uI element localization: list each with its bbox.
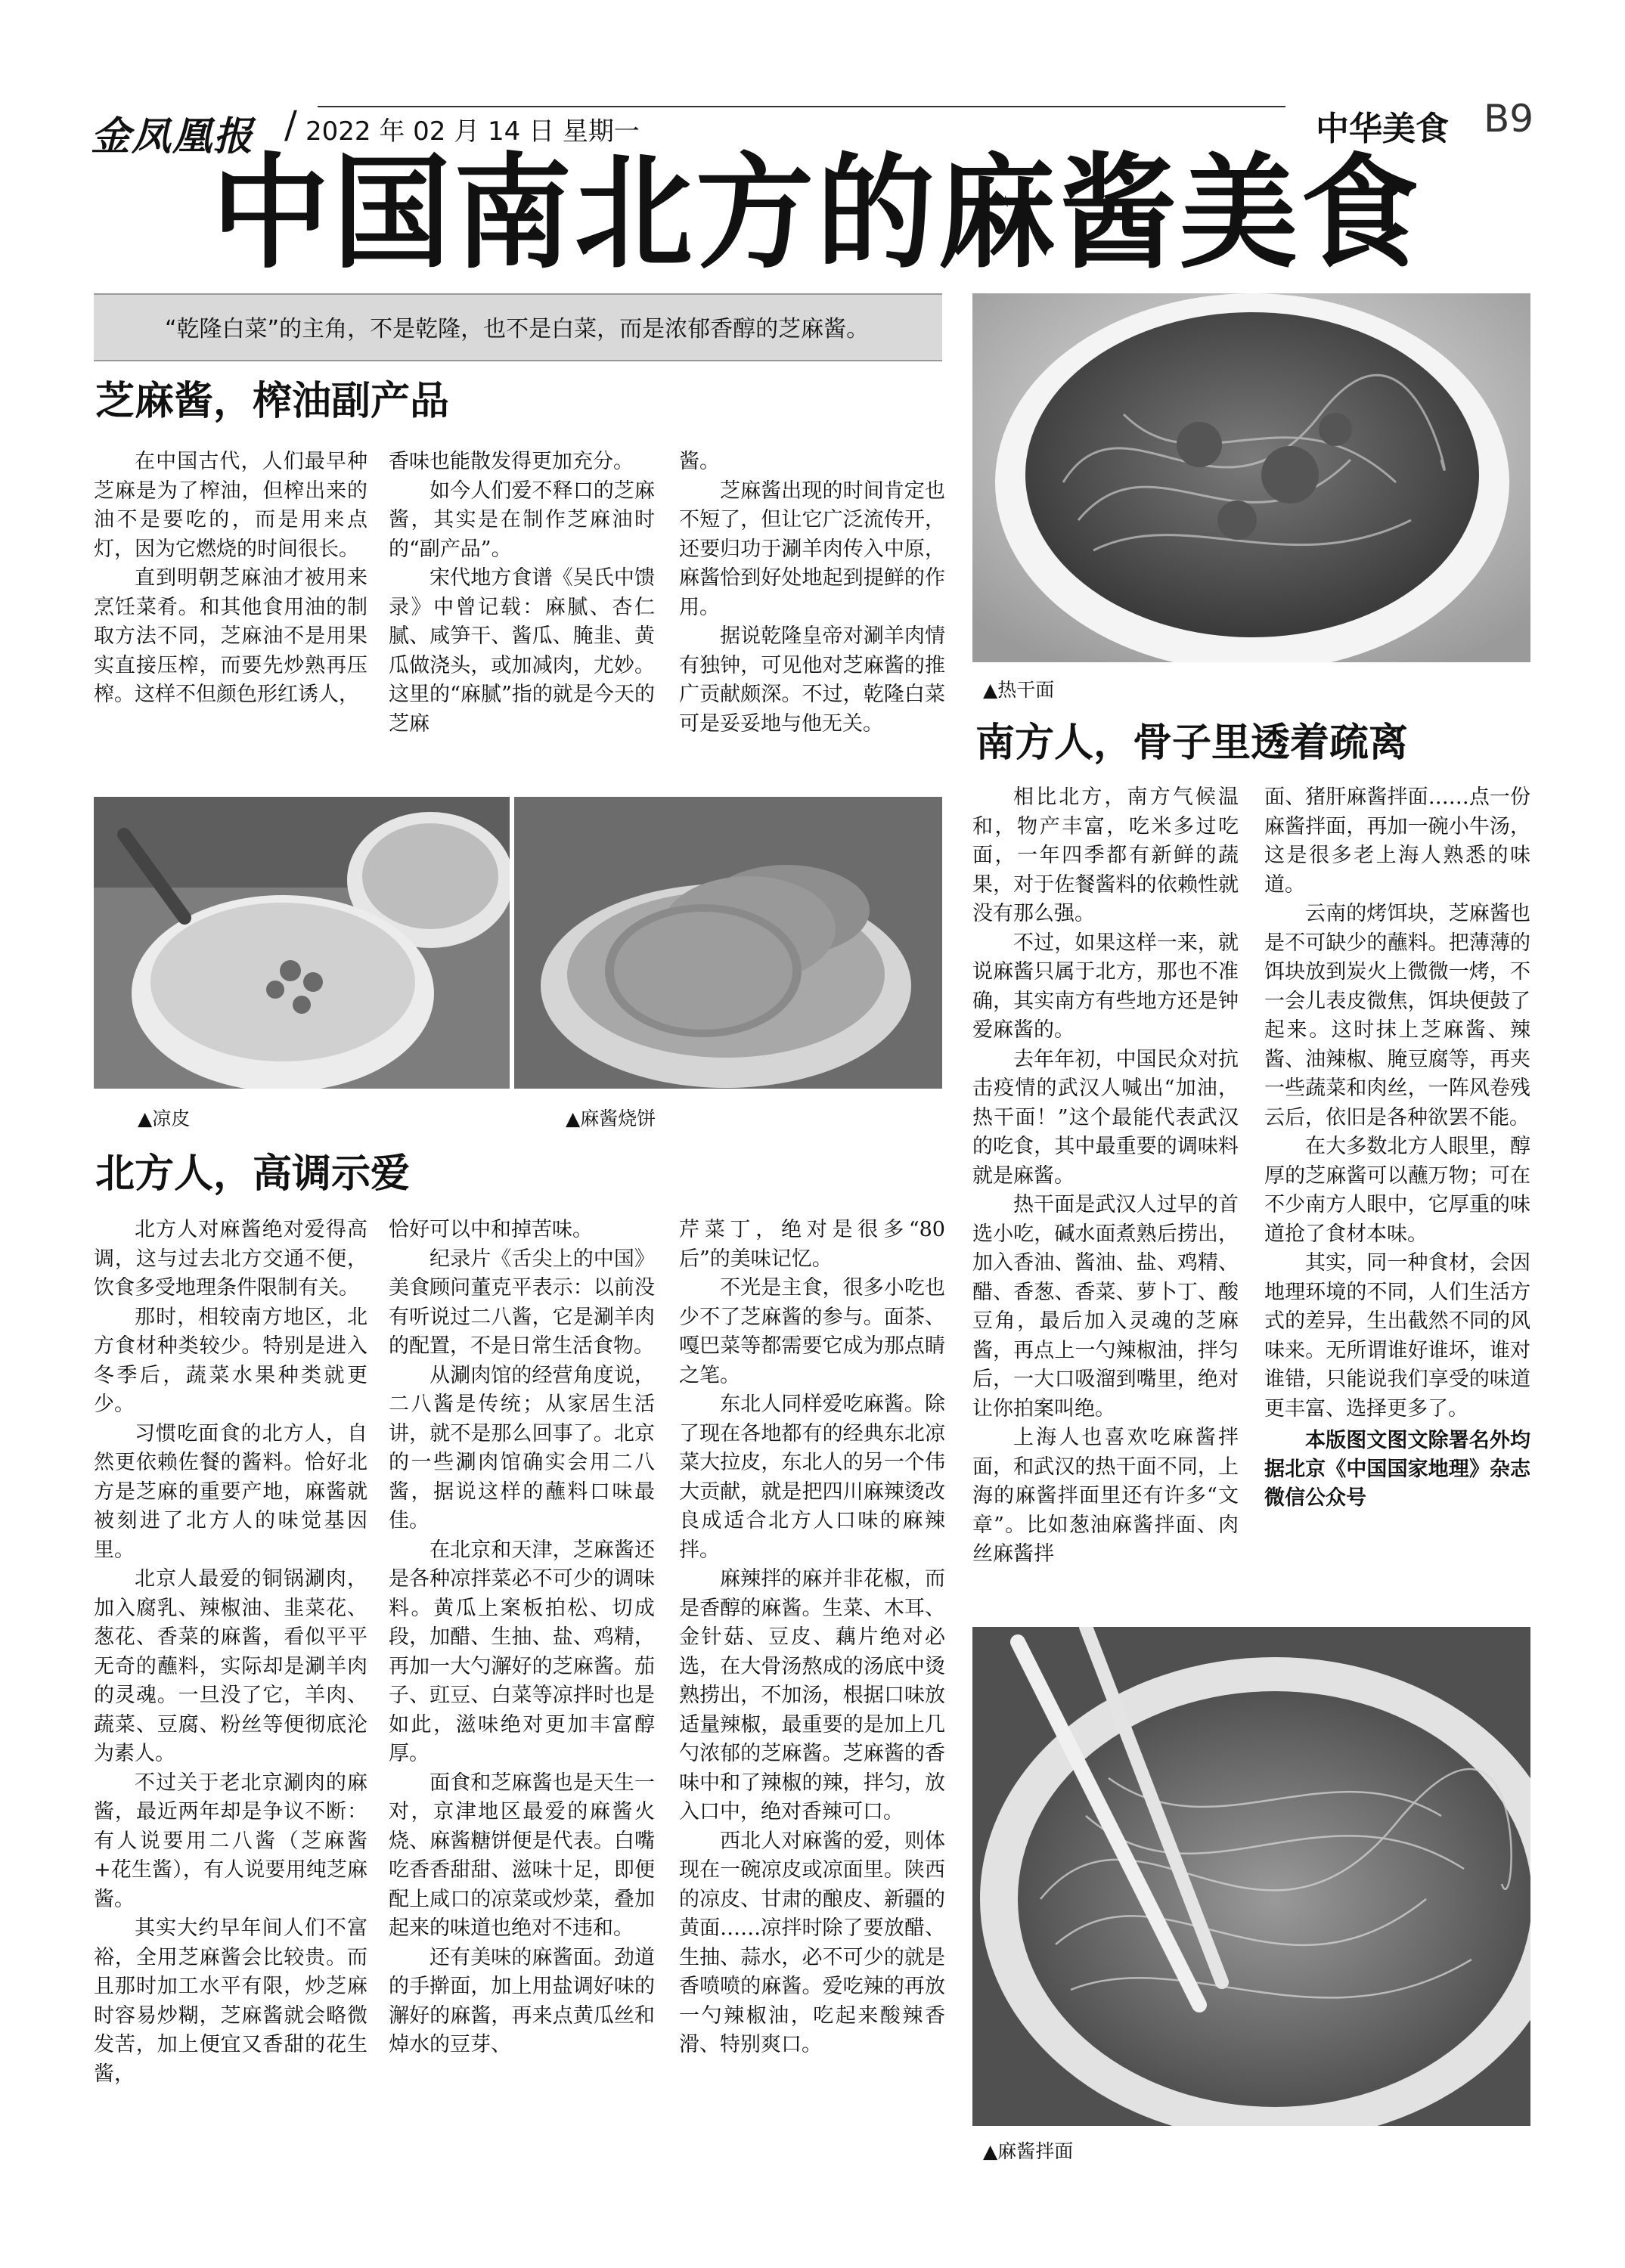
section1-column-3	[679, 448, 945, 739]
paragraph: 不过，如果这样一来，就说麻酱只属于北方，那也不准确，其实南方有些地方还是钟爱麻酱的。	[972, 931, 1239, 1042]
paragraph: 据说乾隆皇帝对涮羊肉情有独钟，可见他对芝麻酱的推广贡献颇深。不过，乾隆白菜可是妥妥地与他无关。	[679, 624, 945, 736]
paragraph: 北京人最爱的铜锅涮肉，加入腐乳、辣椒油、韭菜花、葱花、香菜的麻酱，看似平平无奇的蘸料，实际却是涮羊肉的灵魂。一旦没了它，羊肉、蔬菜、豆腐、粉丝等便彻底沦为素人。	[94, 1567, 367, 1765]
paragraph: 不光是主食，很多小吃也少不了芝麻酱的参与。面茶、嘎巴菜等都需要它成为那点睛之笔。	[679, 1276, 945, 1387]
paragraph: 麻辣拌的麻并非花椒，而是香醇的麻酱。生菜、木耳、金针菇、豆皮、藕片绝对必选，在大骨汤熬成的汤底中烫熟捞出，不加汤，根据口味放适量辣椒，最重要的是加上几勺浓郁的芝麻酱。芝麻酱的香味中和了辣椒的辣，拌匀，放入口中，绝对香辣可口。	[679, 1567, 945, 1823]
paragraph: 西北人对麻酱的爱，则体现在一碗凉皮或凉面里。陕西的凉皮、甘肃的酿皮、新疆的黄面……凉拌时除了要放醋、生抽、蒜水，必不可少的就是香喷喷的麻酱。爱吃辣的再放一勺辣椒油，吃起来酸辣香滑、特别爽口。	[679, 1829, 945, 2056]
paragraph: 在中国古代，人们最早种芝麻是为了榨油，但榨出来的油不是要吃的，而是用来点灯，因为它燃烧的时间很长。	[94, 450, 367, 561]
header-rule	[318, 106, 1285, 107]
paragraph: 北方人对麻酱绝对爱得高调，这与过去北方交通不便，饮食多受地理条件限制有关。	[94, 1218, 367, 1300]
photo-liangpi	[94, 797, 510, 1089]
header-slash-divider: /	[284, 103, 297, 147]
photo-reganmian	[972, 293, 1530, 662]
paragraph: 在北京和天津，芝麻酱还是各种凉拌菜必不可少的调味料。黄瓜上案板拍松、切成段，加醋、生抽、盐、鸡精，再加一大勺澥好的芝麻酱。茄子、豇豆、白菜等凉拌时也是如此，滋味绝对更加丰富醇厚。	[389, 1538, 655, 1765]
section2-column-3	[679, 1216, 945, 2060]
paragraph: 那时，相较南方地区，北方食材种类较少。特别是进入冬季后，蔬菜水果种类就更少。	[94, 1305, 367, 1416]
paragraph: 芝麻酱出现的时间肯定也不短了，但让它广泛流传开，还要归功于涮羊肉传入中原，麻酱恰到好处地起到提鲜的作用。	[679, 479, 945, 619]
image-credit: 本版图文图文除署名外均据北京《中国国家地理》杂志微信公众号	[1264, 1429, 1530, 1510]
paragraph: 直到明朝芝麻油才被用来烹饪菜肴。和其他食用油的制取方法不同，芝麻油不是用果实直接压榨，而要先炒熟再压榨。这样不但颜色形红诱人，	[94, 566, 367, 706]
paragraph: 其实大约早年间人们不富裕，全用芝麻酱会比较贵。而且那时加工水平有限，炒芝麻时容易炒糊，芝麻酱就会略微发苦，加上便宜又香甜的花生酱，	[94, 1916, 367, 2086]
caption-reganmian: ▲热干面	[983, 679, 1055, 701]
paragraph: 不过关于老北京涮肉的麻酱，最近两年却是争议不断：有人说要用二八酱（芝麻酱+花生酱），有人说要用纯芝麻酱。	[94, 1771, 367, 1911]
paragraph: 酱。	[679, 450, 720, 473]
paragraph: 相比北方，南方气候温和，物产丰富，吃米多过吃面，一年四季都有新鲜的蔬果，对于佐餐酱料的依赖性就没有那么强。	[972, 785, 1239, 925]
paragraph: 面、猪肝麻酱拌面……点一份麻酱拌面，再加一碗小牛汤，这是很多老上海人熟悉的味道。	[1264, 785, 1530, 897]
section2-heading: 北方人，高调示爱	[95, 1151, 411, 1197]
paragraph: 宋代地方食谱《吴氏中馈录》中曾记载：麻腻、杏仁腻、咸笋干、酱瓜、腌韭、黄瓜做浇头，或加减肉，尤妙。这里的“麻腻”指的就是今天的芝麻	[389, 566, 655, 736]
paragraph: 恰好可以中和掉苦味。	[389, 1218, 593, 1241]
section2-column-2	[389, 1216, 655, 2060]
headline: 中国南北方的麻酱美食	[212, 140, 1422, 286]
caption-shaobing: ▲麻酱烧饼	[566, 1108, 656, 1129]
section3-column-2	[1264, 783, 1530, 1513]
paragraph: 如今人们爱不释口的芝麻酱，其实是在制作芝麻油时的“副产品”。	[389, 479, 655, 561]
paragraph: 芹菜丁，绝对是很多“80后”的美味记忆。	[679, 1218, 945, 1271]
paragraph: 在大多数北方人眼里，醇厚的芝麻酱可以蘸万物；可在不少南方人眼中，它厚重的味道抢了食材本味。	[1264, 1135, 1530, 1246]
section1-column-1	[94, 448, 367, 710]
paragraph: 热干面是武汉人过早的首选小吃，碱水面煮熟后捞出，加入香油、酱油、盐、鸡精、醋、香葱、香菜、萝卜丁、酸豆角，最后加入灵魂的芝麻酱，再点上一勺辣椒油，拌匀后，一大口吸溜到嘴里，绝对让你拍案叫绝。	[972, 1193, 1239, 1421]
page-number: B9	[1484, 97, 1534, 141]
paragraph: 从涮肉馆的经营角度说，二八酱是传统；从家居生活讲，就不是那么回事了。北京的一些涮肉馆确实会用二八酱，据说这样的蘸料口味最佳。	[389, 1363, 655, 1532]
paragraph: 还有美味的麻酱面。劲道的手擀面，加上用盐调好味的澥好的麻酱，再来点黄瓜丝和焯水的豆芽、	[389, 1945, 655, 2056]
caption-banmian: ▲麻酱拌面	[983, 2140, 1074, 2162]
photo-shaobing	[514, 797, 942, 1089]
issue-date: 2022 年 02 月 14 日 星期一	[305, 116, 640, 147]
caption-liangpi: ▲凉皮	[138, 1108, 191, 1129]
paragraph: 东北人同样爱吃麻酱。除了现在各地都有的经典东北凉菜大拉皮，东北人的另一个伟大贡献，就是把四川麻辣烫改良成适合北方人口味的麻辣拌。	[679, 1393, 945, 1562]
paragraph: 香味也能散发得更加充分。	[389, 450, 634, 473]
paragraph: 去年年初，中国民众对抗击疫情的武汉人喊出“加油，热干面！”这个最能代表武汉的吃食，其中最重要的调味料就是麻酱。	[972, 1047, 1239, 1188]
section1-heading: 芝麻酱，榨油副产品	[95, 378, 450, 424]
paragraph: 其实，同一种食材，会因地理环境的不同，人们生活方式的差异，生出截然不同的风味来。无所谓谁好谁坏，谁对谁错，只能说我们享受的味道更丰富、选择更多了。	[1264, 1251, 1530, 1421]
lead-text: “乾隆白菜”的主角，不是乾隆，也不是白菜，而是浓郁香醇的芝麻酱。	[165, 316, 870, 342]
paragraph: 习惯吃面食的北方人，自然更依赖佐餐的酱料。恰好北方是芝麻的重要产地，麻酱就被刻进了北方人的味觉基因里。	[94, 1421, 367, 1562]
section3-heading: 南方人，骨子里透着疏离	[975, 720, 1409, 766]
paragraph: 纪录片《舌尖上的中国》美食顾问董克平表示：以前没有听说过二八酱，它是涮羊肉的配置，不是日常生活食物。	[389, 1247, 655, 1358]
photo-banmian	[972, 1627, 1530, 2126]
paragraph: 云南的烤饵块，芝麻酱也是不可缺少的蘸料。把薄薄的饵块放到炭火上微微一烤，不一会儿表皮微焦，饵块便鼓了起来。这时抹上芝麻酱、辣酱、油辣椒、腌豆腐等，再夹一些蔬菜和肉丝，一阵风卷残云后，依旧是各种欲罢不能。	[1264, 902, 1530, 1129]
section1-column-2	[389, 448, 655, 739]
paragraph: 面食和芝麻酱也是天生一对，京津地区最爱的麻酱火烧、麻酱糖饼便是代表。白嘴吃香香甜甜、滋味十足，即便配上咸口的凉菜或炒菜，叠加起来的味道也绝对不违和。	[389, 1771, 655, 1940]
section3-column-1	[972, 783, 1239, 1569]
section2-column-1	[94, 1216, 367, 2089]
paragraph: 上海人也喜欢吃麻酱拌面，和武汉的热干面不同，上海的麻酱拌面里还有许多“文章”。比如葱油麻酱拌面、肉丝麻酱拌	[972, 1426, 1239, 1566]
masthead: 金凤凰报	[91, 113, 255, 160]
section-name: 中华美食	[1316, 110, 1449, 148]
